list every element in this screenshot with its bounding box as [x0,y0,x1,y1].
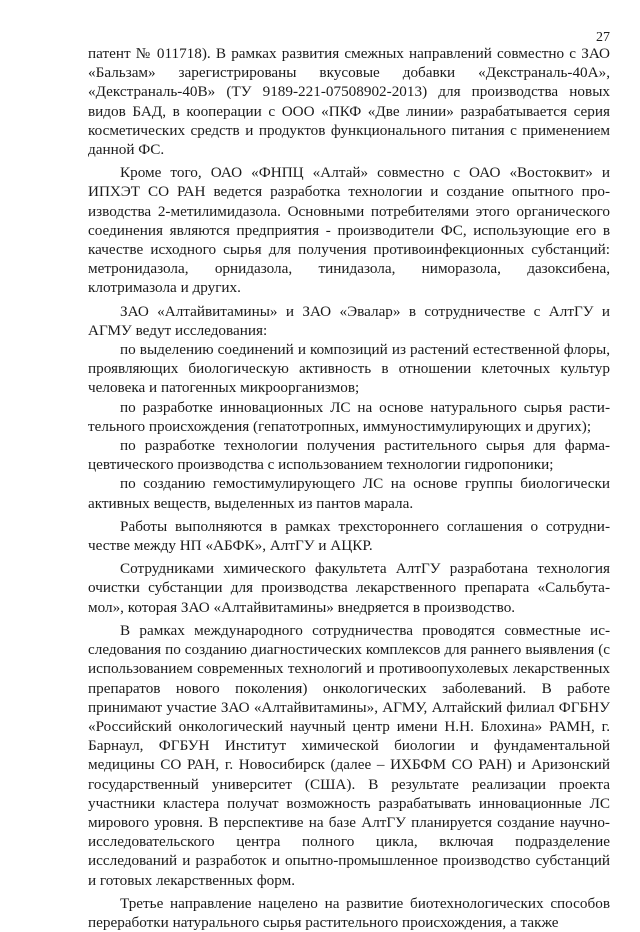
paragraph: ЗАО «Алтайвитамины» и ЗАО «Эвалар» в сотрудничестве с АлтГУ и АГМУ ведут исследования: [88,302,610,339]
list-item: по разработке технологии получения растительного сырья для фармацевтического производства с использованием технологии гидропоники; [88,437,610,474]
paragraph-continuation: патент № 011718). В рамках развития смежных направлений совместно с ЗАО «Бальзам» зарегистрированы вкусовые добавки «Декстраналь-40А», «Декстраналь-40В» (ТУ 9189-221-07508902-2013) для производства новых видов БАД, в кооперации с ООО «ПКФ «Две линии» разрабатывается серия косметических средств и продуктов функционального питания с применением данной ФС. [88,45,610,159]
list-item: по разработке инновационных ЛС на основе натурального сырья растительного происхождения (гепатотропных, иммуностимулирующих и других); [88,398,610,435]
paragraph: В рамках международного сотрудничества проводятся совместные исследования по созданию диагностических комплексов для раннего выявления (с использованием современных технологий и противоопухолевых лекарственных препаратов нового поколения) онкологических заболеваний. В работе принимают участие ЗАО «Алтайвитамины», АГМУ, Алтайский филиал ФГБНУ «Российский онкологический научный центр имени Н.Н. Блохина» РАМН, г. Барнаул, ФГБУН Институт химической биологии и фундаментальной медицины СО РАН, г. Новосибирск (далее – ИХБФМ СО РАН) и Аризонский государственный университет (США). В результате реализации проекта участники кластера получат возможность разрабатывать инновационные ЛС мирового уровня. В перспективе на базе АлтГУ планируется создание научно-исследовательского центра полного цикла, включая подразделение исследований и разработок и опытно-промышленное производство субстанций и готовых лекарственных форм. [88,621,610,889]
paragraph: Третье направление нацелено на развитие биотехнологических способов переработки натурального сырья растительного происхождения, а также [88,894,610,931]
list-item: по выделению соединений и композиций из растений естественной флоры, проявляющих биологическую активность в отношении клеточных культур человека и патогенных микроорганизмов; [88,341,610,397]
paragraph: Кроме того, ОАО «ФНПЦ «Алтай» совместно с ОАО «Востоквит» и ИПХЭТ СО РАН ведется разработка технологии и создание опытного производства 2-метилимидазола. Основными потребителями этого органического соединения являются предприятия - производители ФС, использующие его в качестве исходного сырья для получения противоинфекционных субстанций: метронидазола, орнидазола, тинидазола, ниморазола, дазоксибена, клотримазола и других. [88,164,610,297]
paragraph: Работы выполняются в рамках трехстороннего соглашения о сотрудничестве между НП «АБФК», АлтГУ и АЦКР. [88,517,610,555]
paragraph: Сотрудниками химического факультета АлтГУ разработана технология очистки субстанции для производства лекарственного препарата «Сальбутамол», которая ЗАО «Алтайвитамины» внедряется в производство. [88,560,610,616]
page-number: 27 [596,30,610,45]
body-text [88,44,610,932]
list-item: по созданию гемостимулирующего ЛС на основе группы биологически активных веществ, выделенных из пантов марала. [88,475,610,512]
